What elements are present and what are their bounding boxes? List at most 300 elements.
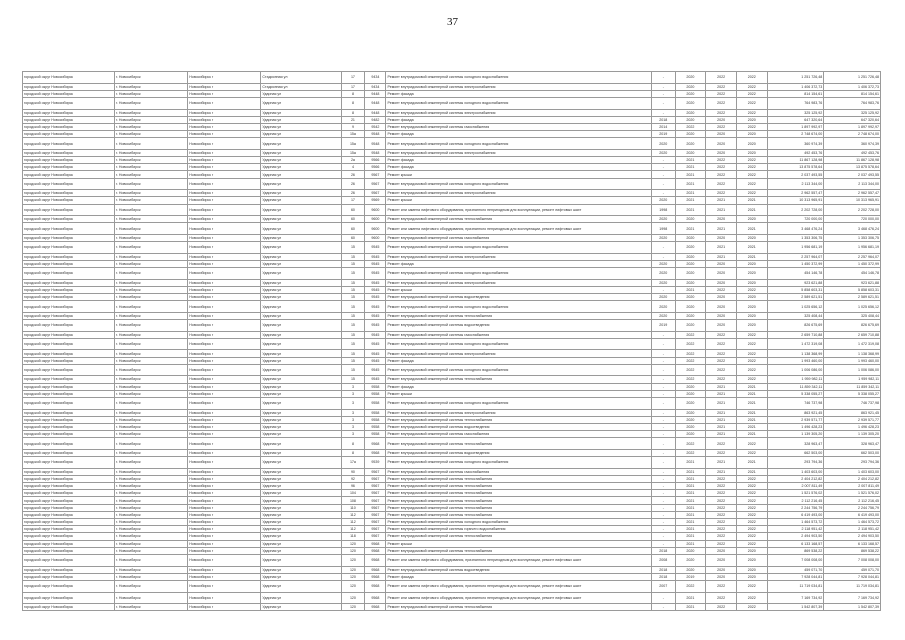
year-cell: 2020 xyxy=(736,554,767,566)
cost-cell: 2 037 493,55 xyxy=(767,171,824,178)
house-cell: 15 xyxy=(341,350,365,357)
cost-cell: 2 494 903,50 xyxy=(767,533,824,540)
house-cell: 15 xyxy=(341,294,365,301)
work-type-cell: Ремонт внутридомовой инженерной системы теплоснабжения xyxy=(386,497,652,504)
id-cell: 9558 xyxy=(365,416,386,423)
year-cell: 2020 xyxy=(706,138,737,150)
house-cell: 15 xyxy=(341,376,365,383)
locality-cell: Новосибирск г xyxy=(188,178,261,190)
cost-cell: 6 133 168,57 xyxy=(767,540,824,547)
year-cell: 2021 xyxy=(675,286,706,293)
year-cell: 2022 xyxy=(736,157,767,164)
locality-cell: Новосибирск г xyxy=(188,72,261,84)
last-repair-cell: 2020 xyxy=(652,197,676,204)
cost-cell: 6 133 168,57 xyxy=(824,540,881,547)
id-cell: 9567 xyxy=(365,504,386,511)
last-repair-cell: 2007 xyxy=(652,580,676,592)
street-cell: Ударная ул xyxy=(261,164,341,171)
city-cell: г. Новосибирск xyxy=(115,90,188,97)
last-repair-cell: - xyxy=(652,331,676,338)
street-cell: Ударная ул xyxy=(261,457,341,469)
locality-cell: Новосибирск г xyxy=(188,301,261,313)
cost-cell: 869 538,22 xyxy=(824,547,881,554)
city-cell: г. Новосибирск xyxy=(115,457,188,469)
cost-cell: 720 000,00 xyxy=(824,216,881,223)
last-repair-cell: 2020 xyxy=(652,268,676,280)
year-cell: 2021 xyxy=(706,457,737,469)
table-row xyxy=(23,580,881,592)
last-repair-cell: 1998 xyxy=(652,204,676,216)
city-cell: г. Новосибирск xyxy=(115,123,188,130)
id-cell: 9568 xyxy=(365,580,386,592)
cost-cell: 1 521 576,02 xyxy=(824,490,881,497)
last-repair-cell: - xyxy=(652,109,676,116)
street-cell: Ударная ул xyxy=(261,190,341,197)
street-cell: Ударная ул xyxy=(261,409,341,416)
table-row xyxy=(23,547,881,554)
street-cell: Ударная ул xyxy=(261,253,341,260)
street-cell: Ударная ул xyxy=(261,350,341,357)
last-repair-cell: - xyxy=(652,504,676,511)
city-cell: г. Новосибирск xyxy=(115,483,188,490)
work-type-cell: Ремонт внутридомовой инженерной системы холодного водоснабжения xyxy=(386,138,652,150)
year-cell: 2022 xyxy=(706,511,737,518)
year-cell: 2022 xyxy=(736,164,767,171)
house-cell: 90 xyxy=(341,468,365,475)
street-cell: Ударная ул xyxy=(261,540,341,547)
cost-cell: 647 320,64 xyxy=(824,116,881,123)
municipality-cell: городской округ Новосибирск xyxy=(23,235,115,242)
year-cell: 2021 xyxy=(675,204,706,216)
last-repair-cell: - xyxy=(652,157,676,164)
municipality-cell: городской округ Новосибирск xyxy=(23,511,115,518)
work-type-cell: Ремонт внутридомовой инженерной системы теплоснабжения xyxy=(386,533,652,540)
city-cell: г. Новосибирск xyxy=(115,301,188,313)
cost-cell: 2 007 811,49 xyxy=(767,483,824,490)
house-cell: 3 xyxy=(341,390,365,397)
year-cell: 2020 xyxy=(706,131,737,138)
table-row xyxy=(23,409,881,416)
work-type-cell: Ремонт внутридомовой инженерной системы теплоснабжения xyxy=(386,416,652,423)
cost-cell: 1 403 603,00 xyxy=(824,468,881,475)
city-cell: г. Новосибирск xyxy=(115,164,188,171)
municipality-cell: городской округ Новосибирск xyxy=(23,554,115,566)
year-cell: 2022 xyxy=(706,171,737,178)
table-row xyxy=(23,604,881,611)
work-type-cell: Ремонт внутридомовой инженерной системы теплоснабжения xyxy=(386,438,652,450)
table-row xyxy=(23,116,881,123)
table-row xyxy=(23,253,881,260)
municipality-cell: городской округ Новосибирск xyxy=(23,383,115,390)
year-cell: 2021 xyxy=(736,423,767,430)
year-cell: 2021 xyxy=(675,157,706,164)
locality-cell: Новосибирск г xyxy=(188,123,261,130)
id-cell: 9545 xyxy=(365,268,386,280)
city-cell: г. Новосибирск xyxy=(115,131,188,138)
city-cell: г. Новосибирск xyxy=(115,468,188,475)
id-cell: 9545 xyxy=(365,260,386,267)
street-cell: Ударная ул xyxy=(261,204,341,216)
street-cell: Ударная ул xyxy=(261,97,341,109)
work-type-cell: Ремонт или замена лифтового оборудования, признанного непригодным для эксплуатации, ремонт лифтовых шахт xyxy=(386,592,652,604)
last-repair-cell: - xyxy=(652,511,676,518)
work-type-cell: Ремонт внутридомовой инженерной системы электроснабжения xyxy=(386,149,652,156)
cost-cell: 2 118 951,42 xyxy=(767,526,824,533)
year-cell: 2020 xyxy=(675,235,706,242)
house-cell: 15 xyxy=(341,357,365,364)
year-cell: 2021 xyxy=(675,468,706,475)
cost-cell: 647 320,64 xyxy=(767,116,824,123)
table-row xyxy=(23,350,881,357)
year-cell: 2021 xyxy=(675,178,706,190)
cost-cell: 7 008 008,00 xyxy=(767,554,824,566)
street-cell: Ударная ул xyxy=(261,286,341,293)
work-type-cell: Ремонт фасада xyxy=(386,116,652,123)
work-type-cell: Ремонт внутридомовой инженерной системы холодного водоснабжения xyxy=(386,242,652,254)
id-cell: 9545 xyxy=(365,242,386,254)
id-cell: 9600 xyxy=(365,216,386,223)
table-row xyxy=(23,90,881,97)
last-repair-cell: 2019 xyxy=(652,131,676,138)
city-cell: г. Новосибирск xyxy=(115,83,188,90)
cost-cell: 6 419 493,00 xyxy=(824,511,881,518)
table-row xyxy=(23,376,881,383)
city-cell: г. Новосибирск xyxy=(115,449,188,456)
year-cell: 2020 xyxy=(675,383,706,390)
id-cell: 9448 xyxy=(365,97,386,109)
house-cell: 8 xyxy=(341,97,365,109)
year-cell: 2020 xyxy=(706,301,737,313)
work-type-cell: Ремонт внутридомовой инженерной системы электроснабжения xyxy=(386,109,652,116)
year-cell: 2022 xyxy=(675,376,706,383)
year-cell: 2022 xyxy=(736,604,767,611)
house-cell: 15а xyxy=(341,131,365,138)
year-cell: 2020 xyxy=(675,260,706,267)
cost-cell: 7 008 008,00 xyxy=(824,554,881,566)
year-cell: 2022 xyxy=(736,364,767,376)
id-cell: 9567 xyxy=(365,533,386,540)
last-repair-cell: 2019 xyxy=(652,320,676,332)
work-type-cell: Ремонт фасада xyxy=(386,573,652,580)
last-repair-cell: - xyxy=(652,242,676,254)
cost-cell: 1 464 573,72 xyxy=(767,519,824,526)
municipality-cell: городской округ Новосибирск xyxy=(23,109,115,116)
work-type-cell: Ремонт внутридомовой инженерной системы холодного водоснабжения xyxy=(386,364,652,376)
city-cell: г. Новосибирск xyxy=(115,204,188,216)
house-cell: 120 xyxy=(341,566,365,573)
work-type-cell: Ремонт внутридомовой инженерной системы теплоснабжения xyxy=(386,312,652,319)
work-type-cell: Ремонт внутридомовой инженерной системы электроснабжения xyxy=(386,409,652,416)
table-row xyxy=(23,416,881,423)
municipality-cell: городской округ Новосибирск xyxy=(23,83,115,90)
locality-cell: Новосибирск г xyxy=(188,197,261,204)
locality-cell: Новосибирск г xyxy=(188,164,261,171)
work-type-cell: Ремонт внутридомовой инженерной системы холодного водоснабжения xyxy=(386,301,652,313)
last-repair-cell: - xyxy=(652,604,676,611)
city-cell: г. Новосибирск xyxy=(115,592,188,604)
table-row xyxy=(23,449,881,456)
work-type-cell: Ремонт внутридомовой инженерной системы водоотведения xyxy=(386,294,652,301)
house-cell: 120 xyxy=(341,580,365,592)
work-type-cell: Ремонт внутридомовой инженерной системы теплоснабжения xyxy=(386,490,652,497)
year-cell: 2022 xyxy=(706,504,737,511)
year-cell: 2021 xyxy=(675,164,706,171)
year-cell: 2021 xyxy=(675,604,706,611)
year-cell: 2020 xyxy=(675,320,706,332)
locality-cell: Новосибирск г xyxy=(188,97,261,109)
cost-cell: 2 589 621,51 xyxy=(824,294,881,301)
locality-cell: Новосибирск г xyxy=(188,157,261,164)
cost-cell: 923 621,88 xyxy=(824,279,881,286)
work-type-cell: Ремонт фасада xyxy=(386,383,652,390)
last-repair-cell: - xyxy=(652,398,676,410)
last-repair-cell: 2020 xyxy=(652,301,676,313)
year-cell: 2020 xyxy=(736,312,767,319)
work-type-cell: Ремонт внутридомовой инженерной системы теплоснабжения xyxy=(386,511,652,518)
table-row xyxy=(23,423,881,430)
house-cell: 112 xyxy=(341,519,365,526)
year-cell: 2020 xyxy=(706,566,737,573)
last-repair-cell: - xyxy=(652,376,676,383)
last-repair-cell: - xyxy=(652,423,676,430)
year-cell: 2021 xyxy=(675,511,706,518)
city-cell: г. Новосибирск xyxy=(115,72,188,84)
last-repair-cell: 2020 xyxy=(652,149,676,156)
table-row xyxy=(23,123,881,130)
city-cell: г. Новосибирск xyxy=(115,190,188,197)
last-repair-cell: - xyxy=(652,338,676,350)
house-cell: 9 xyxy=(341,123,365,130)
last-repair-cell: - xyxy=(652,171,676,178)
year-cell: 2021 xyxy=(736,457,767,469)
cost-cell: 7 169 734,92 xyxy=(824,592,881,604)
city-cell: г. Новосибирск xyxy=(115,253,188,260)
cost-cell: 1 006 086,00 xyxy=(824,364,881,376)
year-cell: 2020 xyxy=(675,423,706,430)
year-cell: 2022 xyxy=(706,604,737,611)
city-cell: г. Новосибирск xyxy=(115,364,188,376)
city-cell: г. Новосибирск xyxy=(115,294,188,301)
id-cell: 9434 xyxy=(365,83,386,90)
year-cell: 2020 xyxy=(675,431,706,438)
table-row xyxy=(23,398,881,410)
house-cell: 8 xyxy=(341,90,365,97)
house-cell: 120 xyxy=(341,554,365,566)
house-cell: 17 xyxy=(341,83,365,90)
year-cell: 2022 xyxy=(736,580,767,592)
table-row xyxy=(23,294,881,301)
locality-cell: Новосибирск г xyxy=(188,604,261,611)
cost-cell: 2 112 216,45 xyxy=(824,497,881,504)
cost-cell: 746 737,98 xyxy=(824,398,881,410)
municipality-cell: городской округ Новосибирск xyxy=(23,279,115,286)
year-cell: 2022 xyxy=(706,331,737,338)
work-type-cell: Ремонт внутридомовой инженерной системы электроснабжения xyxy=(386,190,652,197)
year-cell: 2022 xyxy=(675,350,706,357)
year-cell: 2022 xyxy=(706,540,737,547)
cost-cell: 2 494 903,50 xyxy=(824,533,881,540)
locality-cell: Новосибирск г xyxy=(188,475,261,482)
house-cell: 112 xyxy=(341,526,365,533)
house-cell: 15 xyxy=(341,338,365,350)
street-cell: Ударная ул xyxy=(261,90,341,97)
cost-cell: 2 118 951,42 xyxy=(824,526,881,533)
street-cell: Ударная ул xyxy=(261,398,341,410)
id-cell: 9545 xyxy=(365,312,386,319)
id-cell: 9539 xyxy=(365,457,386,469)
table-row xyxy=(23,301,881,313)
table-row xyxy=(23,235,881,242)
year-cell: 2022 xyxy=(706,178,737,190)
municipality-cell: городской округ Новосибирск xyxy=(23,357,115,364)
cost-cell: 662 503,00 xyxy=(767,449,824,456)
id-cell: 9542 xyxy=(365,123,386,130)
municipality-cell: городской округ Новосибирск xyxy=(23,223,115,235)
cost-cell: 325 125,92 xyxy=(767,109,824,116)
table-row xyxy=(23,72,881,84)
work-type-cell: Ремонт внутридомовой инженерной системы газоснабжения xyxy=(386,235,652,242)
city-cell: г. Новосибирск xyxy=(115,350,188,357)
year-cell: 2020 xyxy=(736,260,767,267)
year-cell: 2021 xyxy=(706,204,737,216)
locality-cell: Новосибирск г xyxy=(188,260,261,267)
house-cell: 26 xyxy=(341,171,365,178)
house-cell: 17а xyxy=(341,457,365,469)
table-row xyxy=(23,171,881,178)
id-cell: 9545 xyxy=(365,338,386,350)
id-cell: 9548 xyxy=(365,131,386,138)
year-cell: 2022 xyxy=(706,338,737,350)
table-row xyxy=(23,490,881,497)
house-cell: 3 xyxy=(341,431,365,438)
cost-cell: 764 983,76 xyxy=(767,97,824,109)
year-cell: 2022 xyxy=(706,286,737,293)
locality-cell: Новосибирск г xyxy=(188,580,261,592)
id-cell: 9548 xyxy=(365,149,386,156)
year-cell: 2022 xyxy=(706,190,737,197)
id-cell: 9567 xyxy=(365,483,386,490)
year-cell: 2022 xyxy=(706,97,737,109)
cost-cell: 2 257 964,07 xyxy=(824,253,881,260)
last-repair-cell: - xyxy=(652,490,676,497)
cost-cell: 325 408,44 xyxy=(824,312,881,319)
locality-cell: Новосибирск г xyxy=(188,383,261,390)
year-cell: 2022 xyxy=(736,338,767,350)
cost-cell: 1 450 372,99 xyxy=(824,260,881,267)
id-cell: 9558 xyxy=(365,431,386,438)
last-repair-cell: - xyxy=(652,97,676,109)
house-cell: 15 xyxy=(341,320,365,332)
cost-cell: 1 956 681,19 xyxy=(767,242,824,254)
street-cell: Ударная ул xyxy=(261,390,341,397)
year-cell: 2022 xyxy=(675,338,706,350)
id-cell: 9568 xyxy=(365,449,386,456)
municipality-cell: городской округ Новосибирск xyxy=(23,468,115,475)
city-cell: г. Новосибирск xyxy=(115,357,188,364)
year-cell: 2020 xyxy=(736,216,767,223)
municipality-cell: городской округ Новосибирск xyxy=(23,312,115,319)
city-cell: г. Новосибирск xyxy=(115,547,188,554)
city-cell: г. Новосибирск xyxy=(115,376,188,383)
year-cell: 2020 xyxy=(675,398,706,410)
locality-cell: Новосибирск г xyxy=(188,131,261,138)
house-cell: 96 xyxy=(341,483,365,490)
cost-cell: 1 542 807,39 xyxy=(824,604,881,611)
cost-cell: 293 794,36 xyxy=(824,457,881,469)
year-cell: 2022 xyxy=(736,438,767,450)
table-row xyxy=(23,157,881,164)
year-cell: 2020 xyxy=(736,566,767,573)
cost-cell: 826 675,69 xyxy=(824,320,881,332)
locality-cell: Новосибирск г xyxy=(188,320,261,332)
year-cell: 2021 xyxy=(706,223,737,235)
year-cell: 2021 xyxy=(736,390,767,397)
house-cell: 108 xyxy=(341,497,365,504)
cost-cell: 2 244 756,79 xyxy=(824,504,881,511)
cost-cell: 360 974,39 xyxy=(824,138,881,150)
last-repair-cell: 2008 xyxy=(652,554,676,566)
year-cell: 2021 xyxy=(675,457,706,469)
cost-cell: 863 921,45 xyxy=(767,409,824,416)
table-row xyxy=(23,338,881,350)
work-type-cell: Ремонт внутридомовой инженерной системы теплоснабжения xyxy=(386,376,652,383)
table-row xyxy=(23,526,881,533)
city-cell: г. Новосибирск xyxy=(115,383,188,390)
work-type-cell: Ремонт внутридомовой инженерной системы водоотведения xyxy=(386,449,652,456)
table-row xyxy=(23,457,881,469)
city-cell: г. Новосибирск xyxy=(115,331,188,338)
year-cell: 2020 xyxy=(675,90,706,97)
last-repair-cell: 2020 xyxy=(652,260,676,267)
year-cell: 2021 xyxy=(736,242,767,254)
table-row xyxy=(23,190,881,197)
table-row xyxy=(23,331,881,338)
table-row xyxy=(23,260,881,267)
year-cell: 2022 xyxy=(706,157,737,164)
last-repair-cell: - xyxy=(652,416,676,423)
cost-cell: 492 453,76 xyxy=(767,149,824,156)
municipality-cell: городской округ Новосибирск xyxy=(23,190,115,197)
locality-cell: Новосибирск г xyxy=(188,171,261,178)
work-type-cell: Ремонт внутридомовой инженерной системы газоснабжения xyxy=(386,123,652,130)
city-cell: г. Новосибирск xyxy=(115,504,188,511)
cost-cell: 1 353 306,75 xyxy=(824,235,881,242)
house-cell: 3 xyxy=(341,383,365,390)
house-cell: 118 xyxy=(341,533,365,540)
locality-cell: Новосибирск г xyxy=(188,566,261,573)
locality-cell: Новосибирск г xyxy=(188,547,261,554)
municipality-cell: городской округ Новосибирск xyxy=(23,286,115,293)
work-type-cell: Ремонт крыши xyxy=(386,171,652,178)
table-row xyxy=(23,533,881,540)
city-cell: г. Новосибирск xyxy=(115,279,188,286)
work-type-cell: Ремонт фасада xyxy=(386,131,652,138)
locality-cell: Новосибирск г xyxy=(188,216,261,223)
year-cell: 2020 xyxy=(675,312,706,319)
cost-cell: 459 071,70 xyxy=(824,566,881,573)
year-cell: 2021 xyxy=(675,223,706,235)
city-cell: г. Новосибирск xyxy=(115,390,188,397)
year-cell: 2022 xyxy=(736,357,767,364)
id-cell: 9567 xyxy=(365,519,386,526)
year-cell: 2022 xyxy=(736,109,767,116)
year-cell: 2022 xyxy=(736,540,767,547)
municipality-cell: городской округ Новосибирск xyxy=(23,483,115,490)
cost-cell: 2 962 557,47 xyxy=(824,190,881,197)
year-cell: 2020 xyxy=(675,72,706,84)
table-row xyxy=(23,164,881,171)
year-cell: 2022 xyxy=(675,449,706,456)
